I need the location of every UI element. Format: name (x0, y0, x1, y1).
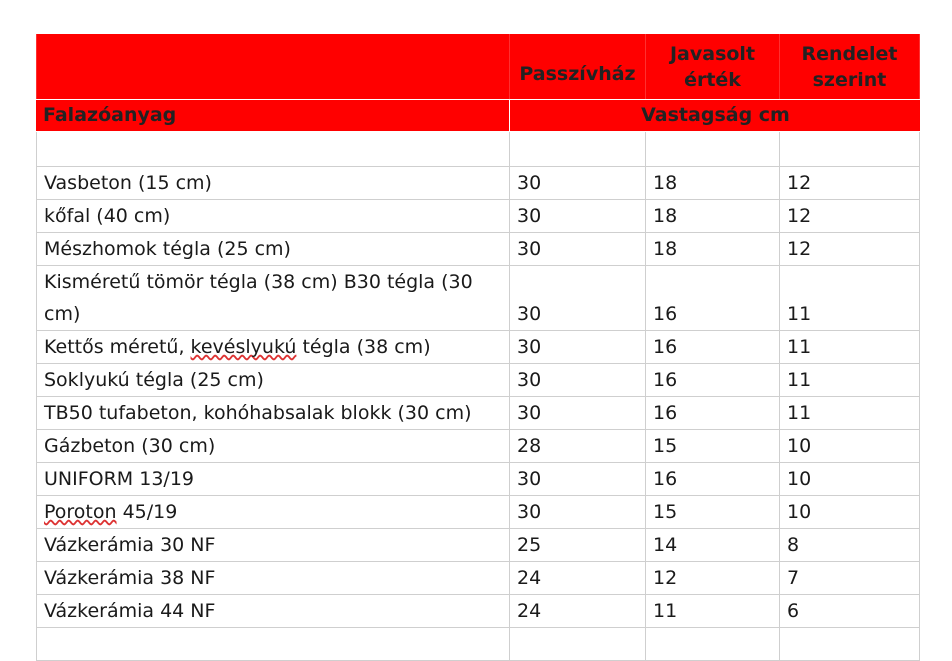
value-rendelet: 12 (779, 167, 920, 199)
value-passivhaz: 30 (509, 331, 645, 363)
table-row (36, 529, 920, 562)
cut-off-cell (645, 628, 779, 660)
table-row (36, 496, 920, 529)
table-row (36, 430, 920, 463)
value-rendelet: 11 (779, 364, 920, 396)
value-passivhaz: 30 (509, 200, 645, 232)
value-javasolt: 16 (645, 463, 779, 495)
value-rendelet: 11 (779, 397, 920, 429)
table-row (36, 595, 920, 628)
value-rendelet: 11 (779, 266, 920, 330)
table-row (36, 463, 920, 496)
material-name: kőfal (40 cm) (36, 200, 509, 232)
material-name: Vázkerámia 44 NF (36, 595, 509, 627)
value-rendelet: 10 (779, 496, 920, 528)
material-name (36, 266, 509, 330)
material-name: Mészhomok tégla (25 cm) (36, 233, 509, 265)
table-subheader-row (36, 100, 920, 132)
table-row (36, 233, 920, 266)
material-name-line1: Kisméretű tömör tégla (38 cm) B30 tégla (30 (44, 271, 473, 293)
value-rendelet: 10 (779, 430, 920, 462)
table-row (36, 397, 920, 430)
cut-off-cell (779, 628, 920, 660)
value-passivhaz: 30 (509, 167, 645, 199)
value-passivhaz: 30 (509, 364, 645, 396)
value-passivhaz: 24 (509, 562, 645, 594)
insulation-table (36, 34, 920, 661)
value-javasolt: 18 (645, 233, 779, 265)
value-javasolt: 14 (645, 529, 779, 561)
value-rendelet: 10 (779, 463, 920, 495)
material-name (36, 331, 509, 363)
material-name-part: 45/19 (116, 501, 178, 523)
value-javasolt: 15 (645, 430, 779, 462)
empty-cell (645, 132, 779, 166)
material-name: UNIFORM 13/19 (36, 463, 509, 495)
value-rendelet: 12 (779, 233, 920, 265)
value-passivhaz: 30 (509, 496, 645, 528)
value-javasolt: 18 (645, 167, 779, 199)
value-javasolt: 16 (645, 364, 779, 396)
value-javasolt: 11 (645, 595, 779, 627)
material-name: Vázkerámia 30 NF (36, 529, 509, 561)
value-rendelet: 11 (779, 331, 920, 363)
material-name: Vázkerámia 38 NF (36, 562, 509, 594)
table-row (36, 266, 920, 331)
value-javasolt: 16 (645, 266, 779, 330)
value-javasolt: 15 (645, 496, 779, 528)
cut-off-cell (509, 628, 645, 660)
material-name: Soklyukú tégla (25 cm) (36, 364, 509, 396)
value-javasolt: 18 (645, 200, 779, 232)
table-row-partial (36, 628, 920, 661)
table-row (36, 364, 920, 397)
empty-row (36, 132, 920, 167)
material-name: Gázbeton (30 cm) (36, 430, 509, 462)
cut-off-cell (36, 628, 509, 660)
value-passivhaz: 30 (509, 397, 645, 429)
material-name (36, 496, 509, 528)
empty-cell (779, 132, 920, 166)
spellcheck-flagged-word: Poroton (44, 501, 117, 523)
spellcheck-flagged-word: kevéslyukú (190, 336, 297, 358)
table-header-row (36, 34, 920, 100)
value-passivhaz: 30 (509, 233, 645, 265)
empty-cell (36, 132, 509, 166)
value-passivhaz: 25 (509, 529, 645, 561)
value-javasolt: 12 (645, 562, 779, 594)
value-rendelet: 7 (779, 562, 920, 594)
value-passivhaz: 24 (509, 595, 645, 627)
value-javasolt: 16 (645, 397, 779, 429)
empty-cell (509, 132, 645, 166)
value-javasolt: 16 (645, 331, 779, 363)
vastagsag-label: Vastagság cm (509, 100, 921, 131)
table-row (36, 200, 920, 233)
material-name: TB50 tufabeton, kohóhabsalak blokk (30 cm) (36, 397, 509, 429)
table-row (36, 167, 920, 200)
falazoanyag-label: Falazóanyag (43, 104, 177, 126)
value-rendelet: 6 (779, 595, 920, 627)
value-passivhaz: 30 (509, 266, 645, 330)
material-name-line2: cm) (44, 303, 81, 325)
value-rendelet: 8 (779, 529, 920, 561)
header-empty-cell (36, 34, 509, 99)
table-row (36, 331, 920, 364)
header-rendelet: Rendelet szerint (779, 34, 920, 99)
table-row (36, 562, 920, 595)
header-javasolt: Javasolt érték (645, 34, 779, 99)
header-passivhaz: Passzívház (509, 34, 645, 99)
material-name: Vasbeton (15 cm) (36, 167, 509, 199)
value-passivhaz: 28 (509, 430, 645, 462)
material-name-part: tégla (38 cm) (296, 336, 431, 358)
value-passivhaz: 30 (509, 463, 645, 495)
value-rendelet: 12 (779, 200, 920, 232)
material-name-part: Kettős méretű, (44, 336, 191, 358)
